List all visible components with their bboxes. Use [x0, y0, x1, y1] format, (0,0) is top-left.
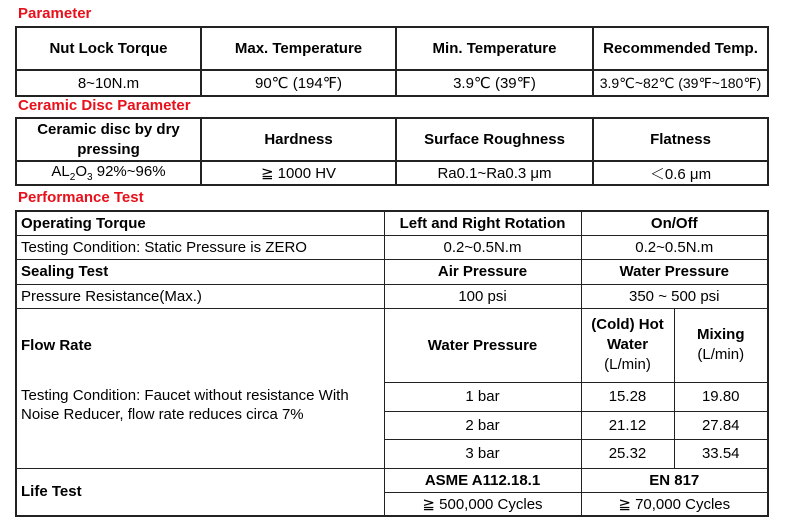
value-surface-roughness: Ra0.1~Ra0.3 μm	[396, 161, 593, 185]
flow-pressure-2: 2 bar	[384, 411, 581, 439]
value-min-temperature: 3.9℃ (39℉)	[396, 70, 593, 96]
header-max-temperature: Max. Temperature	[201, 27, 396, 70]
header-mixing: Mixing (L/min)	[674, 308, 768, 382]
performance-table	[15, 210, 769, 517]
header-water-pressure: Water Pressure	[581, 259, 768, 284]
label-testing-static: Testing Condition: Static Pressure is ZERO	[16, 235, 384, 259]
value-flatness: ＜0.6 μm	[593, 161, 768, 185]
header-en-817: EN 817	[581, 468, 768, 492]
header-recommended-temp: Recommended Temp.	[593, 27, 768, 70]
flow-hot-3: 25.32	[581, 439, 674, 468]
flow-pressure-1: 1 bar	[384, 382, 581, 411]
header-nut-lock-torque: Nut Lock Torque	[16, 27, 201, 70]
value-torque-on-off: 0.2~0.5N.m	[581, 235, 768, 259]
value-water-pressure: 350 ~ 500 psi	[581, 284, 768, 308]
value-max-temperature: 90℃ (194℉)	[201, 70, 396, 96]
flow-mix-1: 19.80	[674, 382, 768, 411]
flow-hot-1: 15.28	[581, 382, 674, 411]
section-title-performance: Performance Test	[18, 189, 144, 206]
header-hot-water: (Cold) Hot Water (L/min)	[581, 308, 674, 382]
value-ceramic-material: $AL_2O_3$ 92%~96%	[16, 161, 201, 185]
flow-mix-2: 27.84	[674, 411, 768, 439]
ceramic-table	[15, 117, 769, 186]
value-en-cycles: ≧ 70,000 Cycles	[581, 492, 768, 516]
value-recommended-temp: 3.9℃~82℃ (39℉~180℉)	[593, 70, 768, 96]
label-sealing-test: Sealing Test	[16, 259, 384, 284]
value-torque-left-right: 0.2~0.5N.m	[384, 235, 581, 259]
header-hardness: Hardness	[201, 118, 396, 161]
header-asme: ASME A112.18.1	[384, 468, 581, 492]
header-on-off: On/Off	[581, 211, 768, 235]
header-flatness: Flatness	[593, 118, 768, 161]
header-surface-roughness: Surface Roughness	[396, 118, 593, 161]
header-air-pressure: Air Pressure	[384, 259, 581, 284]
parameter-table	[15, 26, 769, 97]
label-pressure-resistance: Pressure Resistance(Max.)	[16, 284, 384, 308]
header-ceramic-disc: Ceramic disc by dry pressing	[16, 118, 201, 161]
label-life-test: Life Test	[16, 468, 384, 516]
flow-mix-3: 33.54	[674, 439, 768, 468]
label-operating-torque: Operating Torque	[16, 211, 384, 235]
value-asme-cycles: ≧ 500,000 Cycles	[384, 492, 581, 516]
value-hardness: ≧ 1000 HV	[201, 161, 396, 185]
section-title-parameter: Parameter	[18, 5, 92, 22]
label-flow-condition: Testing Condition: Faucet without resistance With Noise Reducer, flow rate reduces circa 7%	[16, 382, 384, 468]
header-left-right-rotation: Left and Right Rotation	[384, 211, 581, 235]
flow-hot-2: 21.12	[581, 411, 674, 439]
header-flow-water-pressure: Water Pressure	[384, 308, 581, 382]
value-air-pressure: 100 psi	[384, 284, 581, 308]
flow-pressure-3: 3 bar	[384, 439, 581, 468]
header-min-temperature: Min. Temperature	[396, 27, 593, 70]
value-nut-lock-torque: 8~10N.m	[16, 70, 201, 96]
section-title-ceramic: Ceramic Disc Parameter	[18, 97, 191, 114]
label-flow-rate: Flow Rate	[16, 308, 384, 382]
